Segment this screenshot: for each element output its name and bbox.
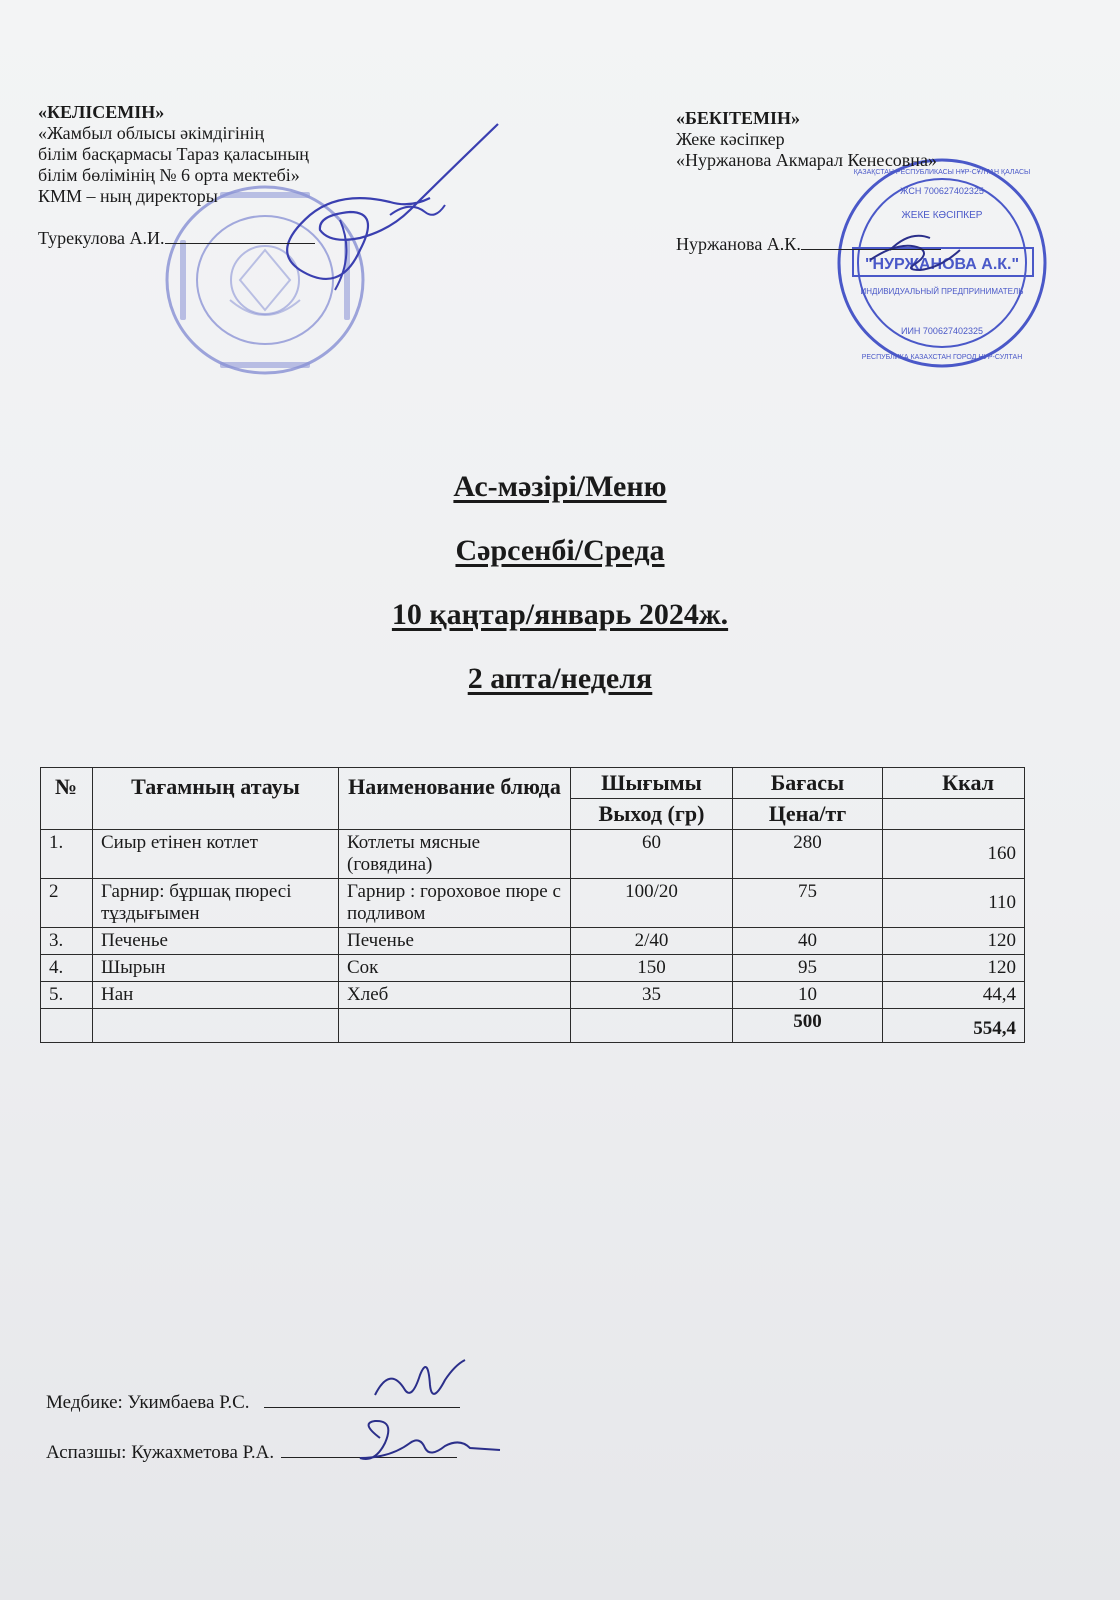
stamp-name: "НУРЖАНОВА А.К." xyxy=(864,256,1020,273)
agreement-block xyxy=(38,102,315,249)
header-price-ru: Цена/тг xyxy=(733,799,883,830)
header-yield-ru: Выход (гр) xyxy=(571,799,733,830)
cell-name-ru: Котлеты мясные (говядина) xyxy=(339,830,571,879)
cell-name-ru: Гарнир : гороховое пюре с подливом xyxy=(339,879,571,928)
stamp-bottom-label: ИНДИВИДУАЛЬНЫЙ ПРЕДПРИНИМАТЕЛЬ xyxy=(860,287,1024,296)
menu-day: Сәрсенбі/Среда xyxy=(455,534,665,567)
header-yield-kz: Шығымы xyxy=(571,768,733,799)
approval-block xyxy=(676,108,941,255)
agreement-line: білім бөлімінің № 6 орта мектебі» xyxy=(38,165,300,185)
table-row xyxy=(41,928,1025,955)
stamp-iin-text: ИИН 700627402325 xyxy=(900,326,984,336)
cell-empty xyxy=(571,1009,733,1043)
menu-week: 2 апта/неделя xyxy=(467,662,653,695)
approval-line: «Нуржанова Акмарал Кенесовна» xyxy=(676,150,937,170)
header-name-ru: Наименование блюда xyxy=(339,768,571,830)
cell-number: 4. xyxy=(41,955,93,982)
cell-number: 2 xyxy=(41,879,93,928)
cell-kcal: 160 xyxy=(883,830,1025,879)
cell-kcal: 120 xyxy=(883,955,1025,982)
signature-line xyxy=(801,249,941,250)
nurse-label: Медбике: Укимбаева Р.С. xyxy=(46,1392,250,1413)
cook-label: Аспазшы: Кужахметова Р.А. xyxy=(46,1442,275,1463)
cell-kcal: 120 xyxy=(883,928,1025,955)
cell-name-ru: Хлеб xyxy=(339,982,571,1009)
stamp-bin-text: ЖСН 700627402325 xyxy=(900,186,984,196)
cell-name-ru: Сок xyxy=(339,955,571,982)
cell-price: 40 xyxy=(733,928,883,955)
cell-name-kz: Шырын xyxy=(93,955,339,982)
menu-date: 10 қаңтар/январь 2024ж. xyxy=(391,598,729,631)
agreement-line: «Жамбыл облысы әкімдігінің xyxy=(38,123,265,143)
cell-name-kz: Нан xyxy=(93,982,339,1009)
cell-name-ru: Печенье xyxy=(339,928,571,955)
table-row xyxy=(41,982,1025,1009)
stamp-outer-bottom: РЕСПУБЛИКА КАЗАХСТАН ГОРОД НУР-СУЛТАН xyxy=(861,354,1023,361)
cell-kcal: 110 xyxy=(883,879,1025,928)
total-kcal: 554,4 xyxy=(883,1009,1025,1043)
agreement-line: білім басқармасы Тараз қаласының xyxy=(38,144,309,164)
cell-name-kz: Сиыр етінен котлет xyxy=(93,830,339,879)
table-total-row xyxy=(41,1009,1025,1043)
agreement-title: «КЕЛІСЕМІН» xyxy=(38,102,165,122)
cell-empty xyxy=(339,1009,571,1043)
cell-price: 75 xyxy=(733,879,883,928)
cell-number: 5. xyxy=(41,982,93,1009)
nurse-signature xyxy=(370,1355,470,1415)
cell-yield: 2/40 xyxy=(571,928,733,955)
cook-signature xyxy=(350,1418,510,1468)
agreement-line: КММ – ның директоры xyxy=(38,186,218,206)
table-header-row xyxy=(41,768,1025,799)
cell-yield: 60 xyxy=(571,830,733,879)
table-row xyxy=(41,830,1025,879)
stamp-top-label: ЖЕКЕ КӘСІПКЕР xyxy=(901,210,983,221)
approval-signer: Нуржанова А.К. xyxy=(676,234,801,254)
header-price-kz: Бағасы xyxy=(733,768,883,799)
header-kcal: Ккал xyxy=(883,768,1025,799)
menu-title-block xyxy=(0,470,1120,726)
table-row xyxy=(41,955,1025,982)
cell-yield: 35 xyxy=(571,982,733,1009)
menu-title: Ас-мәзірі/Меню xyxy=(453,470,667,503)
approval-title: «БЕКІТЕМІН» xyxy=(676,108,800,128)
cell-name-kz: Печенье xyxy=(93,928,339,955)
cell-empty xyxy=(41,1009,93,1043)
header-empty xyxy=(883,799,1025,830)
cell-price: 10 xyxy=(733,982,883,1009)
cell-price: 280 xyxy=(733,830,883,879)
signature-line xyxy=(165,243,315,244)
cell-number: 3. xyxy=(41,928,93,955)
total-price: 500 xyxy=(733,1009,883,1043)
cell-number: 1. xyxy=(41,830,93,879)
cell-name-kz: Гарнир: бұршақ пюресі тұздығымен xyxy=(93,879,339,928)
cell-price: 95 xyxy=(733,955,883,982)
approval-line: Жеке кәсіпкер xyxy=(676,129,785,149)
header-name-kz: Тағамның атауы xyxy=(93,768,339,830)
table-row xyxy=(41,879,1025,928)
header-number: № xyxy=(41,768,93,830)
agreement-signer: Турекулова А.И. xyxy=(38,228,165,248)
cell-yield: 150 xyxy=(571,955,733,982)
cell-kcal: 44,4 xyxy=(883,982,1025,1009)
cell-yield: 100/20 xyxy=(571,879,733,928)
cell-empty xyxy=(93,1009,339,1043)
menu-table xyxy=(40,767,1025,1043)
stamp-outer-text: ҚАЗАҚСТАН РЕСПУБЛИКАСЫ НҰР-СҰЛТАН ҚАЛАСЫ xyxy=(853,169,1031,176)
